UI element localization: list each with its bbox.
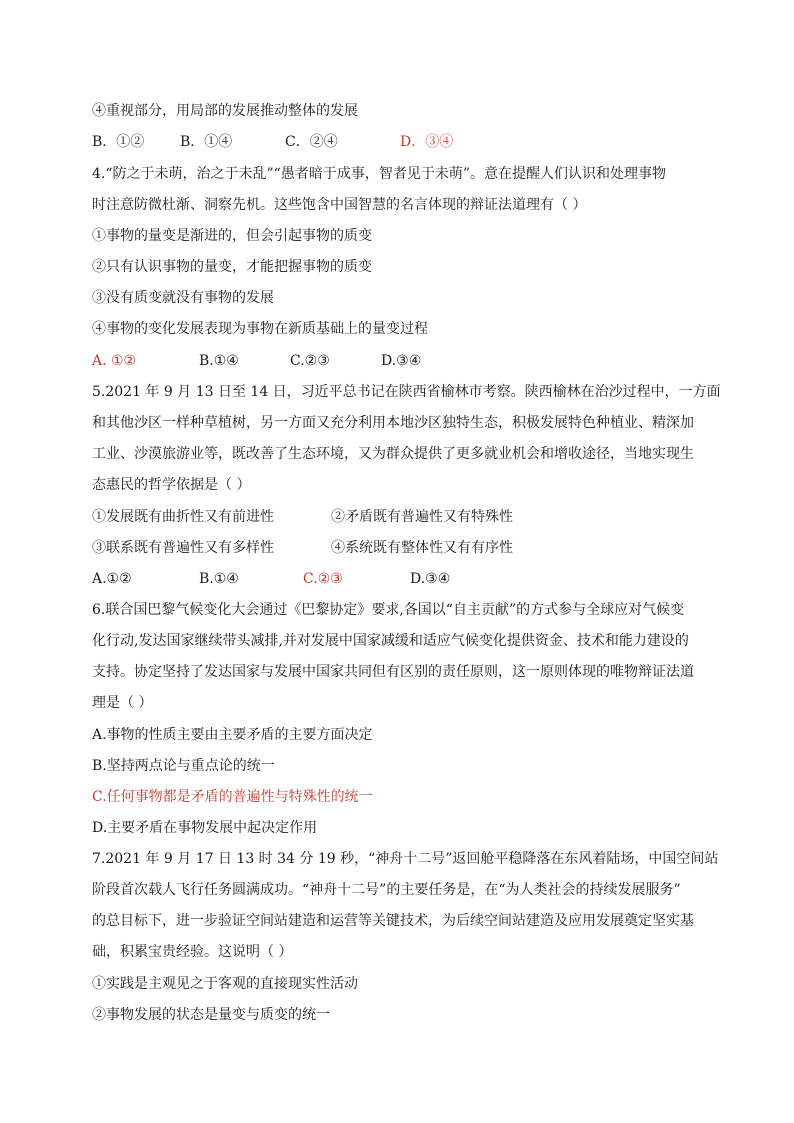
- q7-stem-line-1: 7.2021 年 9 月 17 日 13 时 34 分 19 秒，“神舟十二号”返回舱平稳降落在东风着陆场，中国空间站: [92, 851, 719, 867]
- q6-stem-line-3: 支持。协定坚持了发达国家与发展中国家共同但有区别的责任原则，这一原则体现的唯物辩证法道: [92, 664, 694, 680]
- q7-item-1: ①实践是主观见之于客观的直接现实性活动: [92, 976, 358, 992]
- q4-stem-line-2: 时注意防微杜渐、洞察先机。这些饱含中国智慧的名言体现的辩证法道理有（ ）: [92, 197, 587, 213]
- q6-stem-line-2: 化行动,发达国家继续带头减排,并对发展中国家减缓和适应气候变化提供资金、技术和能力建设的: [92, 633, 689, 649]
- q5-stem-line-4: 态惠民的哲学依据是（ ）: [92, 477, 251, 493]
- q7-item-2: ②事物发展的状态是量变与质变的统一: [92, 1007, 330, 1023]
- q6-option-c-answer: C.任何事物都是矛盾的普遍性与特殊性的统一: [92, 789, 373, 805]
- q4-option-c: C.②③: [290, 353, 330, 369]
- q4-option-d: D.③④: [381, 353, 422, 369]
- q5-item-1: ①发展既有曲折性又有前进性: [92, 509, 274, 525]
- q5-item-3: ③联系既有普遍性又有多样性: [92, 540, 274, 556]
- q5-stem-line-1: 5.2021 年 9 月 13 日至 14 日，习近平总书记在陕西省榆林市考察。陕西榆林在治沙过程中，一方面: [92, 384, 721, 400]
- q5-option-c-answer: C.②③: [303, 571, 343, 587]
- q7-stem-line-4: 础，积累宝贵经验。这说明（ ）: [92, 944, 293, 960]
- q4-item-2: ②只有认识事物的量变，才能把握事物的质变: [92, 259, 372, 275]
- q4-item-3: ③没有质变就没有事物的发展: [92, 290, 274, 306]
- q4-option-a-answer: A. ①②: [92, 353, 137, 369]
- q5-stem-line-3: 工业、沙漠旅游业等，既改善了生态环境，又为群众提供了更多就业机会和增收途径，当地实现生: [92, 446, 694, 462]
- q3-item-4: ④重视部分，用局部的发展推动整体的发展: [92, 103, 358, 119]
- q7-stem-line-2: 阶段首次载人飞行任务圆满成功。“神舟十二号”的主要任务是，在“为人类社会的持续发展服务”: [92, 882, 681, 898]
- q6-option-d: D.主要矛盾在事物发展中起决定作用: [92, 820, 318, 836]
- q7-stem-line-3: 的总目标下，进一步验证空间站建造和运营等关键技术，为后续空间站建造及应用发展奠定坚实基: [92, 913, 694, 929]
- q5-option-d: D.③④: [410, 571, 451, 587]
- q5-option-a: A.①②: [92, 571, 132, 587]
- q4-option-b: B.①④: [199, 353, 239, 369]
- q5-option-b: B.①④: [199, 571, 239, 587]
- q5-item-4: ④系统既有整体性又有有序性: [331, 540, 513, 556]
- q6-stem-line-1: 6.联合国巴黎气候变化大会通过《巴黎协定》要求,各国以“自主贡献”的方式参与全球应对气候变: [92, 602, 685, 618]
- q6-stem-line-4: 理是（ ）: [92, 695, 153, 711]
- q3-option-c: C．②④: [285, 134, 338, 150]
- q4-stem-line-1: 4.“防之于未萌，治之于未乱”“愚者暗于成事，智者见于未萌”。意在提醒人们认识和处理事物: [92, 166, 666, 182]
- q3-option-a: B．①②: [92, 134, 145, 150]
- q3-option-b: B．①④: [180, 134, 233, 150]
- q4-item-4: ④事物的变化发展表现为事物在新质基础上的量变过程: [92, 321, 428, 337]
- q6-option-b: B.坚持两点论与重点论的统一: [92, 758, 275, 774]
- q5-item-2: ②矛盾既有普遍性又有特殊性: [331, 509, 513, 525]
- q5-stem-line-2: 和其他沙区一样种草植树，另一方面又充分利用本地沙区独特生态，积极发展特色种植业、精深加: [92, 415, 694, 431]
- q3-option-d-answer: D．③④: [400, 134, 454, 150]
- q4-item-1: ①事物的量变是渐进的，但会引起事物的质变: [92, 228, 372, 244]
- q6-option-a: A.事物的性质主要由主要矛盾的主要方面决定: [92, 727, 373, 743]
